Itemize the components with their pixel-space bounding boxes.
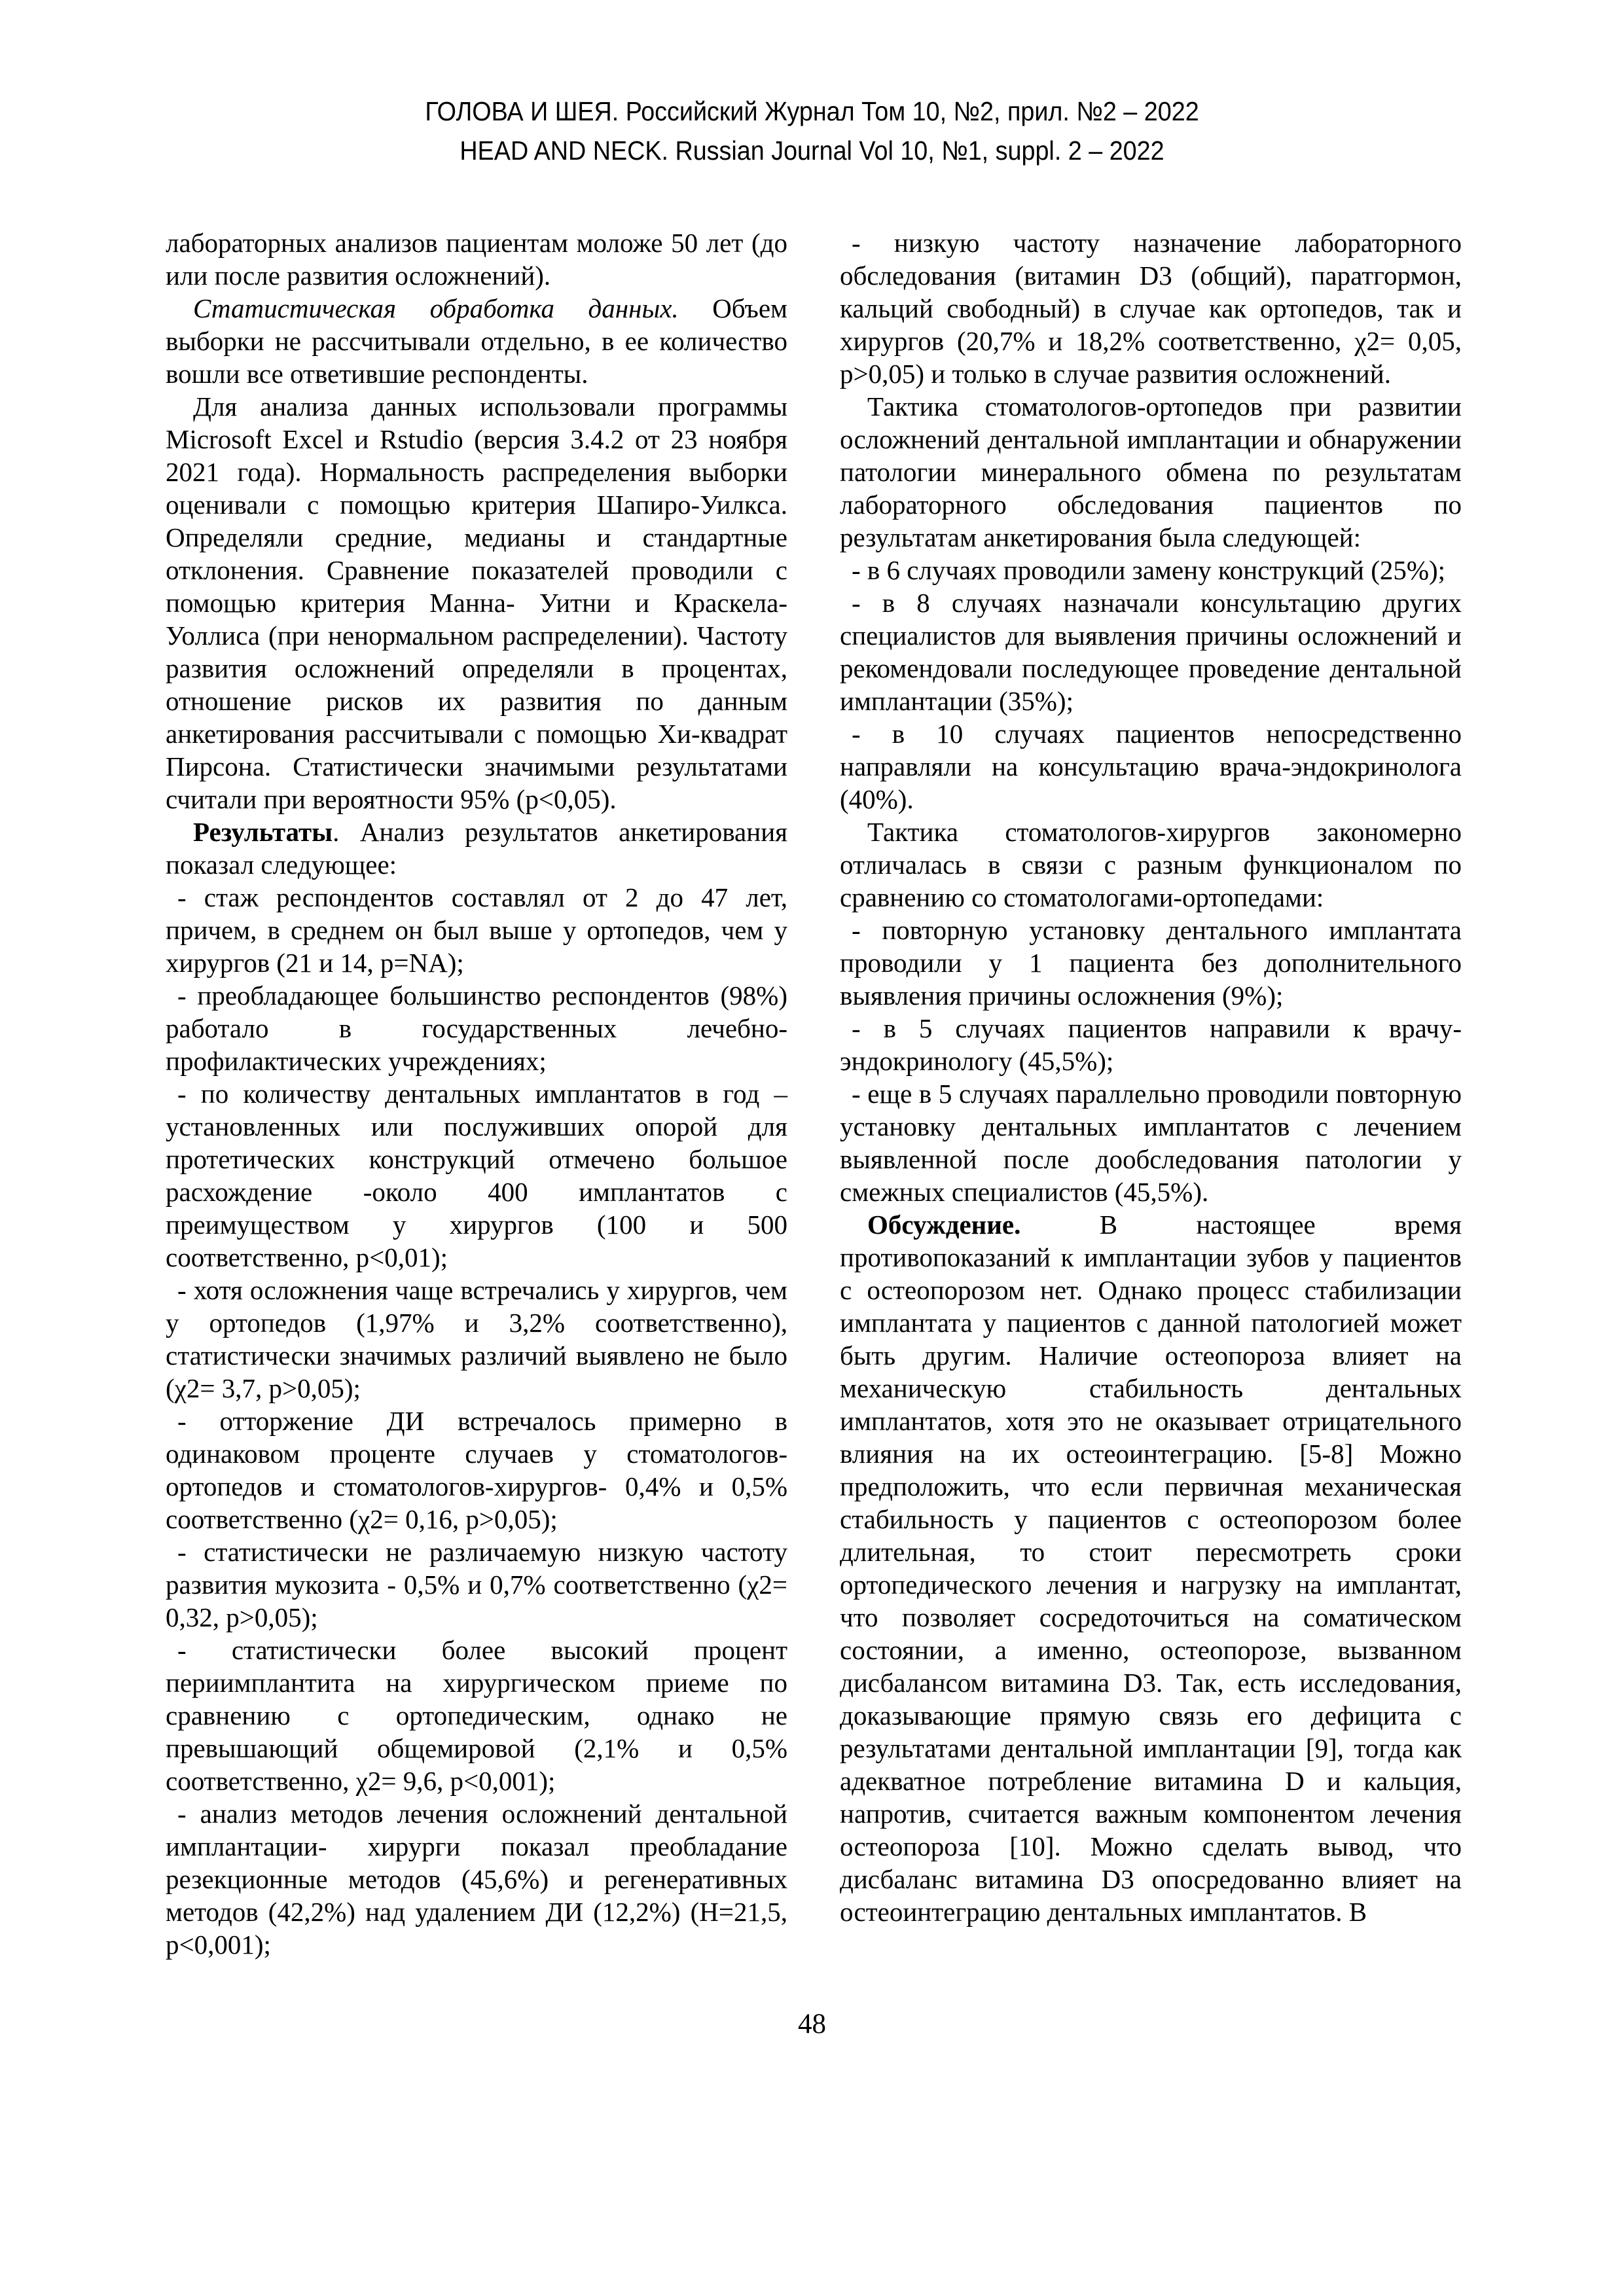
- list-item: [166, 1077, 787, 1274]
- list-item: [840, 554, 1462, 586]
- paragraph: [166, 292, 787, 390]
- paragraph-text: - повторную установку дентального имплантата проводили у 1 пациента без дополнительного выявления причины осложнения (9%);: [840, 915, 1462, 1011]
- paragraph-lead: Статистическая обработка данных.: [193, 293, 679, 323]
- page-number: 48: [798, 2009, 826, 2039]
- list-item: [840, 717, 1462, 816]
- paragraph-text: - анализ методов лечения осложнений дентальной имплантации- хирурги показал преобладание резекционные методов (45,6%) и регенеративных методов (42,2%) над удалением ДИ (12,2%) (H=21,5, p<0,001);: [166, 1799, 787, 1960]
- paragraph-text: В настоящее время противопоказаний к имплантации зубов у пациентов с остеопорозом нет. Однако процесс стабилизации имплантата у пациентов с данной патологией может быть другим. Наличие остеопороза влияет на механическую стабильность дентальных имплантатов, хотя это не оказывает отрицательного влияния на их остеоинтеграцию. [5-8] Можно предположить, что если первичная механическая стабильность у пациентов с остеопорозом более длительная, то стоит пересмотреть сроки ортопедического лечения и нагрузку на имплантат, что позволяет сосредоточиться на соматическом состоянии, а именно, остеопорозе, вызванном дисбалансом витамина D3. Так, есть исследования, доказывающие прямую связь его дефицита с результатами дентальной имплантации [9], тогда как адекватное потребление витамина D и кальция, напротив, считается важным компонентом лечения остеопороза [10]. Можно сделать вывод, что дисбаланс витамина D3 опосредованно влияет на остеоинтеграцию дентальных имплантатов. В: [840, 1210, 1462, 1927]
- paragraph-text: - по количеству дентальных имплантатов в год – установленных или послуживших опорой для протетических конструкций отмечено большое расхождение -около 400 имплантатов с преимуществом у хирургов (100 и 500 соответственно, p<0,01);: [166, 1079, 787, 1272]
- list-item: [840, 1012, 1462, 1077]
- paragraph-text: Объем выборки не рассчитывали отдельно, в ее количество вошли все ответившие респонденты.: [166, 293, 787, 389]
- paragraph-lead: Результаты: [193, 817, 333, 847]
- paragraph: [166, 390, 787, 816]
- paragraph-text: - в 5 случаях пациентов направили к врачу-эндокринологу (45,5%);: [840, 1013, 1462, 1076]
- list-item: [166, 979, 787, 1077]
- paragraph: [840, 390, 1462, 554]
- paragraph-lead: Обсуждение.: [867, 1210, 1021, 1240]
- journal-header: [0, 92, 1624, 170]
- paragraph-text: . Анализ результатов анкетирования показал следующее:: [166, 817, 787, 880]
- paragraph-text: - в 8 случаях назначали консультацию других специалистов для выявления причины осложнений и рекомендовали последующее проведение дентальной имплантации (35%);: [840, 588, 1462, 716]
- right-column: [840, 226, 1462, 1928]
- paragraph: [166, 816, 787, 881]
- paragraph-text: - низкую частоту назначение лабораторного обследования (витамин D3 (общий), паратгормон, кальций свободный) в случае как ортопедов, так и хирургов (20,7% и 18,2% соответственно, χ2= 0,05, p>0,05) и только в случае развития осложнений.: [840, 228, 1462, 389]
- list-item: [166, 1535, 787, 1634]
- list-item: [166, 1405, 787, 1535]
- journal-header-ru: ГОЛОВА И ШЕЯ. Российский Журнал Том 10, №2, прил. №2 – 2022: [425, 96, 1199, 126]
- paragraph-text: - статистически более высокий процент периимплантита на хирургическом приеме по сравнению с ортопедическим, однако не превышающий общемировой (2,1% и 0,5% соответственно, χ2= 9,6, p<0,001);: [166, 1635, 787, 1796]
- list-item: [840, 226, 1462, 390]
- paragraph-text: Для анализа данных использовали программы Microsoft Excel и Rstudio (версия 3.4.2 от 23 ноября 2021 года). Нормальность распределения выборки оценивали с помощью критерия Шапиро-Уилкса. Определяли средние, медианы и стандартные отклонения. Сравнение показателей проводили с помощью критерия Манна- Уитни и Краскела-Уоллиса (при ненормальном распределении). Частоту развития осложнений определяли в процентах, отношение рисков их развития по данным анкетирования рассчитывали с помощью Хи-квадрат Пирсона. Статистически значимыми результатами считали при вероятности 95% (p<0,05).: [166, 391, 787, 814]
- list-item: [166, 1634, 787, 1797]
- paragraph-text: - еще в 5 случаях параллельно проводили повторную установку дентальных имплантатов с лечением выявленной после дообследования патологии у смежных специалистов (45,5%).: [840, 1079, 1462, 1207]
- paragraph-text: Тактика стоматологов-хирургов закономерно отличалась в связи с разным функционалом по сравнению со стоматологами-ортопедами:: [840, 817, 1462, 912]
- paragraph-text: - хотя осложнения чаще встречались у хирургов, чем у ортопедов (1,97% и 3,2% соответственно), статистически значимых различий выявлено не было (χ2= 3,7, p>0,05);: [166, 1275, 787, 1403]
- paragraph: [840, 1208, 1462, 1928]
- journal-header-en: HEAD AND NECK. Russian Journal Vol 10, №1, suppl. 2 – 2022: [460, 135, 1164, 166]
- paragraph-text: - в 10 случаях пациентов непосредственно направляли на консультацию врача-эндокринолога (40%).: [840, 719, 1462, 814]
- paragraph-text: лабораторных анализов пациентам моложе 50 лет (до или после развития осложнений).: [166, 228, 787, 291]
- paragraph-text: - статистически не различаемую низкую частоту развития мукозита - 0,5% и 0,7% соответственно (χ2= 0,32, p>0,05);: [166, 1537, 787, 1632]
- paragraph-text: - отторжение ДИ встречалось примерно в одинаковом проценте случаев у стоматологов-ортопедов и стоматологов-хирургов- 0,4% и 0,5% соответственно (χ2= 0,16, p>0,05);: [166, 1406, 787, 1534]
- list-item: [840, 914, 1462, 1012]
- paragraph-text: - преобладающее большинство респондентов (98%) работало в государственных лечебно-профилактических учреждениях;: [166, 980, 787, 1076]
- paragraph-text: - в 6 случаях проводили замену конструкций (25%);: [852, 555, 1446, 585]
- list-item: [166, 1274, 787, 1405]
- paragraph: [840, 816, 1462, 914]
- paragraph: [166, 226, 787, 292]
- list-item: [840, 586, 1462, 717]
- left-column: [166, 226, 787, 1961]
- list-item: [840, 1077, 1462, 1208]
- list-item: [166, 1797, 787, 1961]
- paragraph-text: Тактика стоматологов-ортопедов при развитии осложнений дентальной имплантации и обнаружении патологии минерального обмена по результатам лабораторного обследования пациентов по результатам анкетирования была следующей:: [840, 391, 1462, 552]
- list-item: [166, 881, 787, 979]
- paragraph-text: - стаж респондентов составлял от 2 до 47 лет, причем, в среднем он был выше у ортопедов, чем у хирургов (21 и 14, p=NA);: [166, 882, 787, 978]
